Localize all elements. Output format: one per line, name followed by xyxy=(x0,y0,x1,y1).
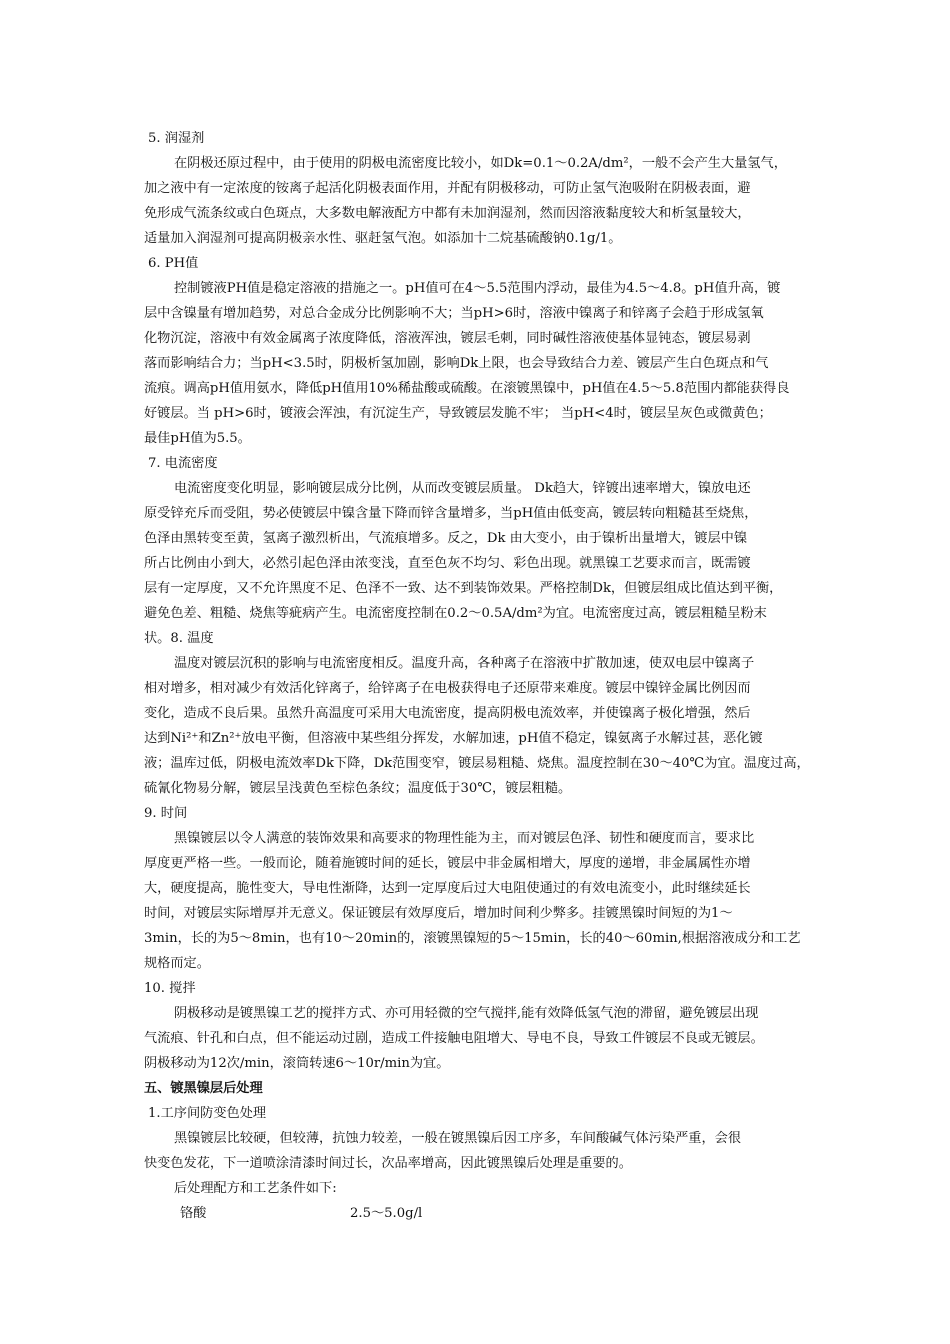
paragraph-line: 液；温库过低，阴极电流效率Dk下降，Dk范围变窄，镀层易粗糙、烧焦。温度控制在30～40℃为宜。温度过高， xyxy=(144,756,810,771)
paragraph-line: 黑镍镀层比较硬，但较薄，抗蚀力较差，一般在镀黑镍后因工序多，车间酸碱气体污染严重，会很 xyxy=(174,1131,742,1146)
paragraph-line: 落而影响结合力；当pH<3.5时，阴极析氢加剧，影响Dk上限，也会导致结合力差、镀层产生白色斑点和气 xyxy=(144,356,769,371)
paragraph-line: 气流痕、针孔和白点，但不能运动过剧，造成工件接触电阻增大、导电不良，导致工件镀层不良或无镀层。 xyxy=(144,1031,764,1046)
paragraph-line: 所占比例由小到大，必然引起色泽由浓变浅，直至色灰不均匀、彩色出现。就黑镍工艺要求而言，既需镀 xyxy=(144,556,751,571)
paragraph-line: 控制镀液PH值是稳定溶液的措施之一。pH值可在4～5.5范围内浮动，最佳为4.5～4.8。pH值升高，镀 xyxy=(174,281,781,296)
paragraph-line: 加之液中有一定浓度的铵离子起活化阴极表面作用，并配有阴极移动，可防止氢气泡吸附在阴极表面，避 xyxy=(144,181,751,196)
paragraph-line: 3min，长的为5～8min，也有10～20min的，滚镀黑镍短的5～15min，长的40～60min,根据溶液成分和工艺 xyxy=(144,931,801,946)
paragraph-line: 最佳pH值为5.5。 xyxy=(144,431,251,446)
paragraph-line: 色泽由黑转变至黄，氢离子激烈析出，气流痕增多。反之，Dk 由大变小，由于镍析出量增大，镀层中镍 xyxy=(144,531,748,546)
formula-intro: 后处理配方和工艺条件如下: xyxy=(174,1181,337,1196)
subsection-title: 1.工序间防变色处理 xyxy=(148,1106,267,1121)
paragraph-line: 黑镍镀层以令人满意的装饰效果和高要求的物理性能为主，而对镀层色泽、韧性和硬度而言，要求比 xyxy=(174,831,755,846)
chapter-title-post-treatment: 五、镀黑镍层后处理 xyxy=(144,1081,263,1096)
paragraph-line: 电流密度变化明显，影响镀层成分比例，从而改变镀层质量。 Dk趋大，锌镀出速率增大，镍放电还 xyxy=(174,481,751,496)
paragraph-line: 原受锌充斥而受阻，势必使镀层中镍含量下降而锌含量增多，当pH值由低变高，镀层转向粗糙甚至烧焦， xyxy=(144,506,758,521)
paragraph-line: 在阴极还原过程中，由于使用的阴极电流密度比较小，如Dk=0.1～0.2A/dm²，一般不会产生大量氢气， xyxy=(174,156,787,171)
section-title-time: 9. 时间 xyxy=(144,806,188,821)
paragraph-line: 温度对镀层沉积的影响与电流密度相反。温度升高，各种离子在溶液中扩散加速，使双电层中镍离子 xyxy=(174,656,755,671)
formula-component-value: 2.5～5.0g/l xyxy=(350,1206,423,1221)
paragraph-line: 流痕。调高pH值用氨水，降低pH值用10%稀盐酸或硫酸。在滚镀黑镍中，pH值在4.5～5.8范围内都能获得良 xyxy=(144,381,790,396)
paragraph-line: 时间，对镀层实际增厚并无意义。保证镀层有效厚度后，增加时间利少弊多。挂镀黑镍时间短的为1～ xyxy=(144,906,733,921)
section-title-wetting-agent: 5. 润湿剂 xyxy=(148,131,205,146)
paragraph-line: 层有一定厚度，又不允许黑度不足、色泽不一致、达不到装饰效果。严格控制Dk，但镀层组成比值达到平衡， xyxy=(144,581,783,596)
paragraph-line: 阴极移动为12次/min，滚筒转速6～10r/min为宜。 xyxy=(144,1056,450,1071)
formula-component-name: 铬酸 xyxy=(180,1206,207,1221)
paragraph-line: 规格而定。 xyxy=(144,956,210,971)
paragraph-line: 状。8. 温度 xyxy=(144,631,214,646)
paragraph-line: 厚度更严格一些。一般而论，随着施镀时间的延长，镀层中非金属相增大，厚度的递增，非金属属性亦增 xyxy=(144,856,751,871)
paragraph-line: 变化，造成不良后果。虽然升高温度可采用大电流密度，提高阴极电流效率，并使镍离子极化增强，然后 xyxy=(144,706,751,721)
paragraph-line: 快变色发花，下一道喷涂清漆时间过长，次品率增高，因此镀黑镍后处理是重要的。 xyxy=(144,1156,632,1171)
section-title-current-density: 7. 电流密度 xyxy=(148,456,218,471)
paragraph-line: 达到Ni²⁺和Zn²⁺放电平衡，但溶液中某些组分挥发，水解加速，pH值不稳定，镍氨离子水解过甚，恶化镀 xyxy=(144,731,763,746)
paragraph-line: 化物沉淀，溶液中有效金属离子浓度降低，溶液浑浊，镀层毛刺，同时碱性溶液使基体显钝态，镀层易剥 xyxy=(144,331,751,346)
paragraph-line: 避免色差、粗糙、烧焦等疵病产生。电流密度控制在0.2～0.5A/dm²为宜。电流密度过高，镀层粗糙呈粉末 xyxy=(144,606,767,621)
paragraph-line: 阴极移动是镀黑镍工艺的搅拌方式、亦可用轻微的空气搅拌,能有效降低氢气泡的滞留，避免镀层出现 xyxy=(174,1006,759,1021)
paragraph-line: 免形成气流条纹或白色斑点，大多数电解液配方中都有未加润湿剂，然而因溶液黏度较大和析氢量较大， xyxy=(144,206,751,221)
paragraph-line: 相对增多，相对减少有效活化锌离子，给锌离子在电极获得电子还原带来难度。镀层中镍锌金属比例因而 xyxy=(144,681,751,696)
paragraph-line: 层中含镍量有增加趋势，对总合金成分比例影响不大；当pH>6时，溶液中镍离子和锌离子会趋于形成氢氧 xyxy=(144,306,764,321)
paragraph-line: 硫氰化物易分解，镀层呈浅黄色至棕色条纹；温度低于30℃，镀层粗糙。 xyxy=(144,781,572,796)
paragraph-line: 好镀层。当 pH>6时，镀液会浑浊，有沉淀生产，导致镀层发脆不牢； 当pH<4时，镀层呈灰色或微黄色； xyxy=(144,406,772,421)
section-title-stirring: 10. 搅拌 xyxy=(144,981,196,996)
section-title-ph: 6. PH值 xyxy=(148,256,199,271)
paragraph-line: 大，硬度提高，脆性变大，导电性渐降，达到一定厚度后过大电阻使通过的有效电流变小，此时继续延长 xyxy=(144,881,751,896)
paragraph-line: 适量加入润湿剂可提高阴极亲水性、驱赶氢气泡。如添加十二烷基硫酸钠0.1g/1。 xyxy=(144,231,622,246)
